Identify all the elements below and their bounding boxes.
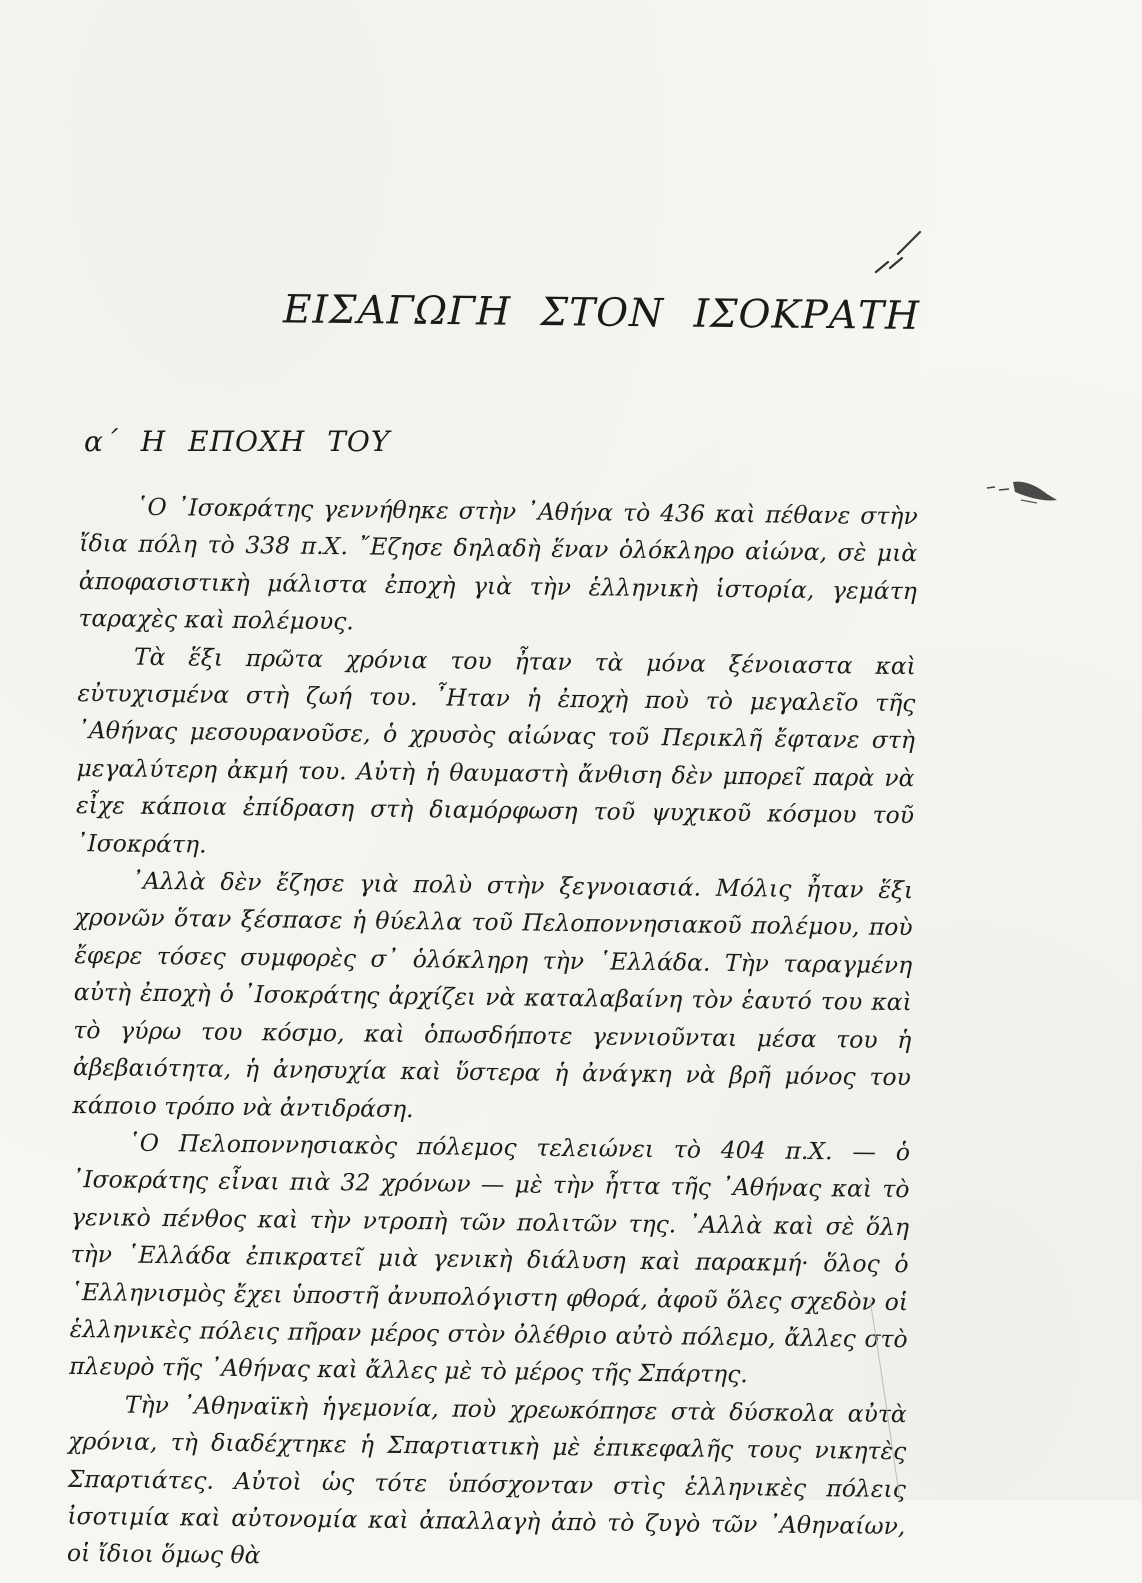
section-heading: α΄ Η ΕΠΟΧΗ ΤΟΥ — [84, 425, 391, 458]
paragraph-4: ῾Ο Πελοποννησιακὸς πόλεμος τελειώνει τὸ 404 π.Χ. — ὁ ᾿Ισοκράτης εἶναι πιὰ 32 χρόνων — μὲ τὴν ἧττα τῆς ᾿Αθήνας καὶ τὸ γενικὸ πένθος καὶ τὴν ντροπὴ τῶν πολιτῶν της. ᾿Αλλὰ καὶ σὲ ὅλη τὴν ῾Ελλάδα ἐπικρατεῖ μιὰ γενικὴ διάλυση καὶ παρακμή· ὅλος ὁ ῾Ελληνισμὸς ἔχει ὑποστῆ ἀνυπολόγιστη φθορά, ἀφοῦ ὅλες σχεδὸν οἱ ἑλληνικὲς πόλεις πῆραν μέρος στὸν ὀλέθριο αὐτὸ πόλεμο, ἄλλες στὸ πλευρὸ τῆς ᾿Αθήνας καὶ ἄλλες μὲ τὸ μέρος τῆς Σπάρτης. — [69, 1128, 911, 1389]
paragraph-2: Τὰ ἕξι πρῶτα χρόνια του ἦταν τὰ μόνα ξένοιαστα καὶ εὐτυχισμένα στὴ ζωή του. ῏Ηταν ἡ ἐποχὴ ποὺ τὸ μεγαλεῖο τῆς ᾿Αθήνας μεσουρανοῦσε, ὁ χρυσὸς αἰώνας τοῦ Περικλῆ ἔφτανε στὴ μεγαλύτερη ἀκμή του. Αὐτὴ ἡ θαυμαστὴ ἄνθιση δὲν μπορεῖ παρὰ νὰ εἶχε κάποια ἐπίδραση στὴ διαμόρφωση τοῦ ψυχικοῦ κόσμου τοῦ ᾿Ισοκράτη. — [75, 642, 917, 859]
body-text — [67, 488, 918, 1583]
pen-mark — [868, 228, 928, 278]
ink-smudge — [985, 470, 1060, 510]
paragraph-5: Τὴν ᾿Αθηναϊκὴ ἡγεμονία, ποὺ χρεωκόπησε στὰ δύσκολα αὐτὰ χρόνια, τὴ διαδέχτηκε ἡ Σπαρτιατικὴ μὲ ἐπικεφαλῆς τους νικητὲς Σπαρτιάτες. Αὐτοὶ ὡς τότε ὑπόσχονταν στὶς ἑλληνικὲς πόλεις ἰσοτιμία καὶ αὐτονομία καὶ ἀπαλλαγὴ ἀπὸ τὸ ζυγὸ τῶν ᾿Αθηναίων, οἱ ἴδιοι ὅμως θὰ — [66, 1390, 907, 1570]
chapter-title: ΕΙΣΑΓΩΓΗ ΣΤΟΝ ΙΣΟΚΡΑΤΗ — [282, 287, 921, 339]
page-crease-line — [860, 1300, 920, 1500]
paragraph-3: ᾿Αλλὰ δὲν ἔζησε γιὰ πολὺ στὴν ξεγνοιασιά. Μόλις ἦταν ἕξι χρονῶν ὅταν ξέσπασε ἡ θύελλα τοῦ Πελοποννησιακοῦ πολέμου, ποὺ ἔφερε τόσες συμφορὲς σ᾿ ὁλόκληρη τὴν ῾Ελλάδα. Τὴν ταραγμένη αὐτὴ ἐποχὴ ὁ ᾿Ισοκράτης ἀρχίζει νὰ καταλαβαίνη τὸν ἑαυτό του καὶ τὸ γύρω του κόσμο, καὶ ὁπωσδήποτε γεννιοῦνται μέσα του ἡ ἀβεβαιότητα, ἡ ἀνησυχία καὶ ὕστερα ἡ ἀνάγκη νὰ βρῆ μόνος του κάποιο τρόπο νὰ ἀντιδράση. — [72, 866, 914, 1123]
paragraph-1: ῾Ο ᾿Ισοκράτης γεννήθηκε στὴν ᾿Αθήνα τὸ 436 καὶ πέθανε στὴν ἴδια πόλη τὸ 338 π.Χ. ῎Εζησε δηλαδὴ ἕναν ὁλόκληρο αἰώνα, σὲ μιὰ ἀποφασιστικὴ μάλιστα ἐποχὴ γιὰ τὴν ἑλληνικὴ ἱστορία, γεμάτη ταραχὲς καὶ πολέμους. — [78, 492, 918, 636]
